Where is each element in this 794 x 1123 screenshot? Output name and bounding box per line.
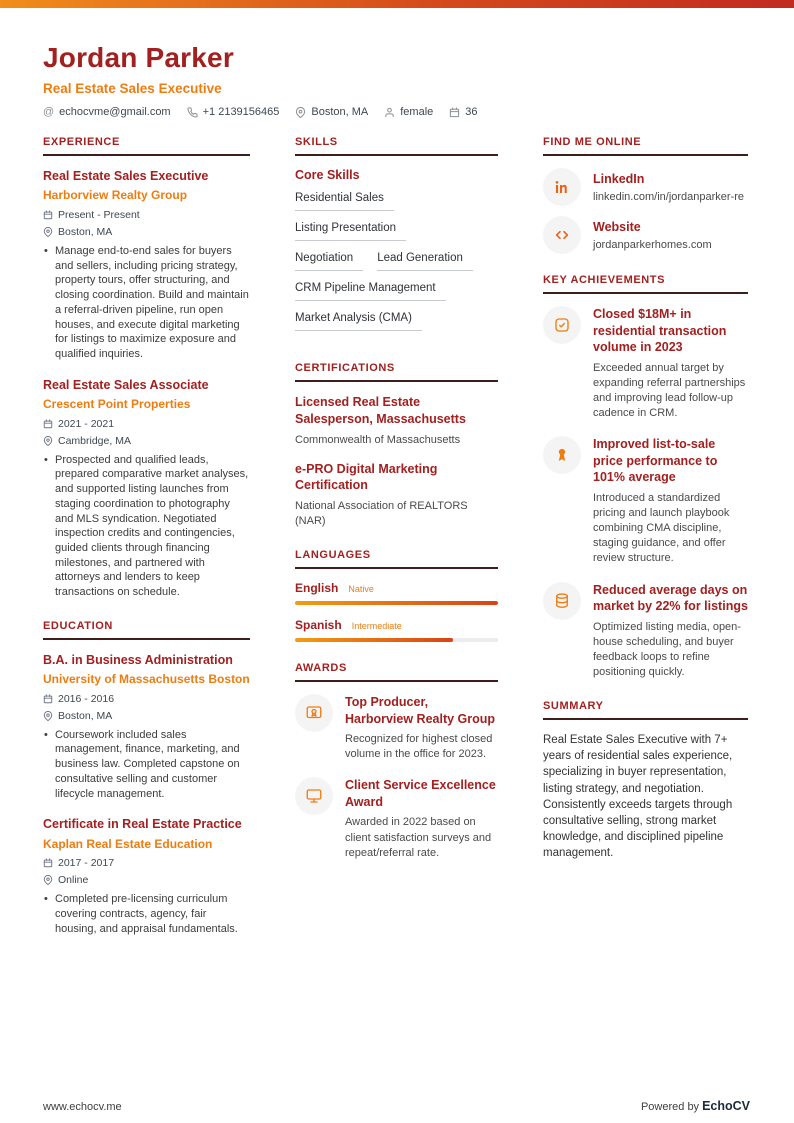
skills-list <box>295 192 498 342</box>
summary-text: Real Estate Sales Executive with 7+ years of residential sales experience, specializing in buyer representation, listing strategy, and negotiation. Consistently exceeds targets through consultative selling, strong market knowledge, and disciplined pipeline management. <box>543 734 733 859</box>
experience-bullets <box>43 453 250 600</box>
certificate-frame-icon <box>295 694 333 732</box>
education-bullet: • Coursework included sales management, finance, marketing, and business law. Completed capstone on consultative selling and customer lifecycle management. <box>55 728 250 802</box>
achievement-body <box>593 582 748 681</box>
left-column <box>43 136 250 956</box>
find-me-online-heading: FIND ME ONLINE <box>543 136 748 156</box>
education-entry <box>43 816 250 936</box>
achievement-item <box>543 582 748 681</box>
location-pin-icon <box>295 107 306 118</box>
education-location-text: Boston, MA <box>58 709 113 722</box>
email-icon: @ <box>43 105 55 118</box>
location-pin-icon <box>43 436 53 446</box>
language-level: Intermediate <box>351 621 402 632</box>
experience-section <box>43 136 250 600</box>
middle-column <box>295 136 498 881</box>
award-item <box>295 777 498 861</box>
right-column <box>543 136 748 881</box>
phone-icon <box>187 107 198 118</box>
education-location <box>43 874 250 886</box>
experience-dates <box>43 209 250 221</box>
online-profile-url[interactable]: linkedin.com/in/jordanparker-re <box>593 190 745 203</box>
language-row <box>295 581 498 595</box>
page-footer <box>43 1099 750 1113</box>
calendar-icon <box>43 210 53 220</box>
location-pin-icon <box>43 875 53 885</box>
achievement-title: Improved list-to-sale price performance to 101% average <box>593 437 718 485</box>
experience-title: Real Estate Sales Executive <box>43 169 209 183</box>
experience-bullet: • Manage end-to-end sales for buyers and sellers, including pricing strategy, property tours, offer structuring, and closing coordination. Build and maintain a referral-driven pipeline, run open houses, and execute digital marketing for listings to maximize exposure and qualified inquiries. <box>55 244 250 362</box>
key-achievements-heading: KEY ACHIEVEMENTS <box>543 274 748 294</box>
candidate-job-title: Real Estate Sales Executive <box>43 81 222 96</box>
education-dates <box>43 693 250 705</box>
achievement-description: Optimized listing media, open-house scheduling, and buyer feedback loops to refine positioning quickly. <box>593 620 741 679</box>
skill-tag: Market Analysis (CMA) <box>295 312 422 331</box>
education-school: University of Massachusetts Boston <box>43 672 250 687</box>
linkedin-icon <box>543 168 581 206</box>
certification-issuer: Commonwealth of Massachusetts <box>295 433 461 446</box>
location-pin-icon <box>43 227 53 237</box>
person-icon <box>384 107 395 118</box>
achievement-description: Exceeded annual target by expanding referral partnerships and improving lead follow-up cadence in CRM. <box>593 361 746 420</box>
award-item <box>295 694 498 762</box>
skill-tag: Lead Generation <box>377 252 473 271</box>
achievement-title: Closed $18M+ in residential transaction volume in 2023 <box>593 307 727 354</box>
certification-item <box>295 461 498 529</box>
language-row <box>295 618 498 632</box>
education-bullets <box>43 892 250 936</box>
education-bullet: • Completed pre-licensing curriculum covering contracts, agency, fair housing, and appraisal fundamentals. <box>55 892 250 936</box>
contact-phone-text: +1 2139156465 <box>202 106 280 118</box>
education-dates-text: 2016 - 2016 <box>58 692 115 705</box>
education-dates <box>43 857 250 869</box>
contact-location-text: Boston, MA <box>311 106 369 118</box>
experience-location-text: Boston, MA <box>58 225 113 238</box>
language-proficiency-bar <box>295 638 498 642</box>
medal-icon <box>543 436 581 474</box>
online-profile-item[interactable] <box>543 168 748 206</box>
certification-title: Licensed Real Estate Salesperson, Massachusetts <box>295 395 466 426</box>
experience-heading: EXPERIENCE <box>43 136 250 156</box>
achievement-title: Reduced average days on market by 22% for listings <box>593 582 748 614</box>
key-achievements-section <box>543 274 748 680</box>
location-pin-icon <box>43 711 53 721</box>
resume-header <box>0 8 794 118</box>
contact-row <box>43 106 750 118</box>
achievement-item <box>543 436 748 566</box>
experience-company: Harborview Realty Group <box>43 188 188 203</box>
certifications-heading: CERTIFICATIONS <box>295 362 498 382</box>
certification-title: e-PRO Digital Marketing Certification <box>295 461 438 493</box>
badge-icon <box>543 306 581 344</box>
experience-location <box>43 226 250 238</box>
achievement-body <box>593 436 748 566</box>
education-location-text: Online <box>58 874 89 887</box>
education-section <box>43 620 250 937</box>
education-entry <box>43 652 250 802</box>
language-proficiency-fill <box>295 638 453 642</box>
resume-body <box>0 118 794 956</box>
languages-section <box>295 549 498 642</box>
certification-issuer: National Association of REALTORS (NAR) <box>295 500 468 528</box>
footer-powered-by <box>641 1099 750 1113</box>
skills-section <box>295 136 498 342</box>
experience-dates-text: Present - Present <box>58 208 140 221</box>
experience-bullets <box>43 244 250 362</box>
footer-powered-prefix: Powered by <box>640 1101 700 1113</box>
language-proficiency-fill <box>295 601 498 605</box>
skill-tag: Listing Presentation <box>295 222 406 241</box>
skills-group-title: Core Skills <box>295 168 360 182</box>
contact-email[interactable] <box>43 106 171 118</box>
experience-location-text: Cambridge, MA <box>58 434 131 447</box>
summary-section <box>543 700 748 861</box>
experience-title: Real Estate Sales Associate <box>43 377 209 392</box>
contact-phone[interactable] <box>187 106 280 118</box>
contact-gender-text: female <box>400 106 434 118</box>
award-title: Client Service Excellence Award <box>345 778 496 809</box>
education-heading: EDUCATION <box>43 620 250 640</box>
skill-tag: Residential Sales <box>295 192 394 211</box>
footer-brand[interactable]: EchoCV <box>702 1099 750 1113</box>
awards-heading: AWARDS <box>295 662 498 682</box>
experience-entry <box>43 377 250 600</box>
experience-company: Crescent Point Properties <box>43 396 191 411</box>
language-item <box>295 618 498 642</box>
language-level: Native <box>348 584 374 595</box>
awards-section <box>295 662 498 861</box>
online-profile-url[interactable]: jordanparkerhomes.com <box>593 238 712 251</box>
education-school: Kaplan Real Estate Education <box>43 836 213 851</box>
experience-location <box>43 435 250 447</box>
candidate-name: Jordan Parker <box>43 42 234 73</box>
award-description: Recognized for highest closed volume in the office for 2023. <box>345 733 493 761</box>
contact-age-text: 36 <box>465 106 478 118</box>
contact-gender <box>384 106 433 118</box>
online-profile-body <box>593 219 712 251</box>
accent-topbar <box>0 0 794 8</box>
award-body <box>345 694 498 762</box>
skill-tag: CRM Pipeline Management <box>295 282 446 301</box>
education-title: Certificate in Real Estate Practice <box>43 817 242 832</box>
calendar-icon <box>449 107 460 118</box>
award-description: Awarded in 2022 based on client satisfaction surveys and repeat/referral rate. <box>345 816 492 859</box>
experience-entry <box>43 168 250 362</box>
education-bullets <box>43 728 250 802</box>
certifications-section <box>295 362 498 529</box>
languages-heading: LANGUAGES <box>295 549 498 569</box>
online-profile-label: Website <box>593 220 641 235</box>
experience-bullet: • Prospected and qualified leads, prepared comparative market analyses, and supported listing launches from staging coordination to photography and MLS syndication. Negotiated inspection credits and contingencies, guided clients through financing milestones, and partnered with attorneys and lenders to keep transactions on schedule. <box>55 453 250 600</box>
education-dates-text: 2017 - 2017 <box>58 857 115 870</box>
online-profile-item[interactable] <box>543 216 748 254</box>
coins-icon <box>543 582 581 620</box>
award-body <box>345 777 498 861</box>
online-profile-body <box>593 171 744 203</box>
skill-tag: Negotiation <box>295 252 363 271</box>
experience-dates-text: 2021 - 2021 <box>58 417 115 430</box>
contact-age <box>449 106 477 118</box>
contact-location <box>295 106 368 118</box>
achievement-description: Introduced a standardized pricing and launch playbook combining CMA discipline, staging guidance, and offer review structure. <box>593 491 730 565</box>
achievement-item <box>543 306 748 421</box>
online-profile-label: LinkedIn <box>593 172 645 187</box>
skills-heading: SKILLS <box>295 136 498 156</box>
footer-site-link[interactable]: www.echocv.me <box>43 1101 122 1113</box>
calendar-icon <box>43 858 53 868</box>
language-name: Spanish <box>295 618 342 633</box>
language-item <box>295 581 498 605</box>
calendar-icon <box>43 694 53 704</box>
contact-email-text: echocvme@gmail.com <box>59 106 171 118</box>
education-title: B.A. in Business Administration <box>43 652 233 667</box>
monitor-icon <box>295 777 333 815</box>
calendar-icon <box>43 419 53 429</box>
experience-dates <box>43 418 250 430</box>
achievement-body <box>593 306 748 421</box>
language-name: English <box>295 581 339 596</box>
award-title: Top Producer, Harborview Realty Group <box>345 695 496 726</box>
certification-item <box>295 394 498 448</box>
summary-heading: SUMMARY <box>543 700 748 720</box>
language-proficiency-bar <box>295 601 498 605</box>
find-me-online-section <box>543 136 748 254</box>
education-location <box>43 710 250 722</box>
website-icon <box>543 216 581 254</box>
